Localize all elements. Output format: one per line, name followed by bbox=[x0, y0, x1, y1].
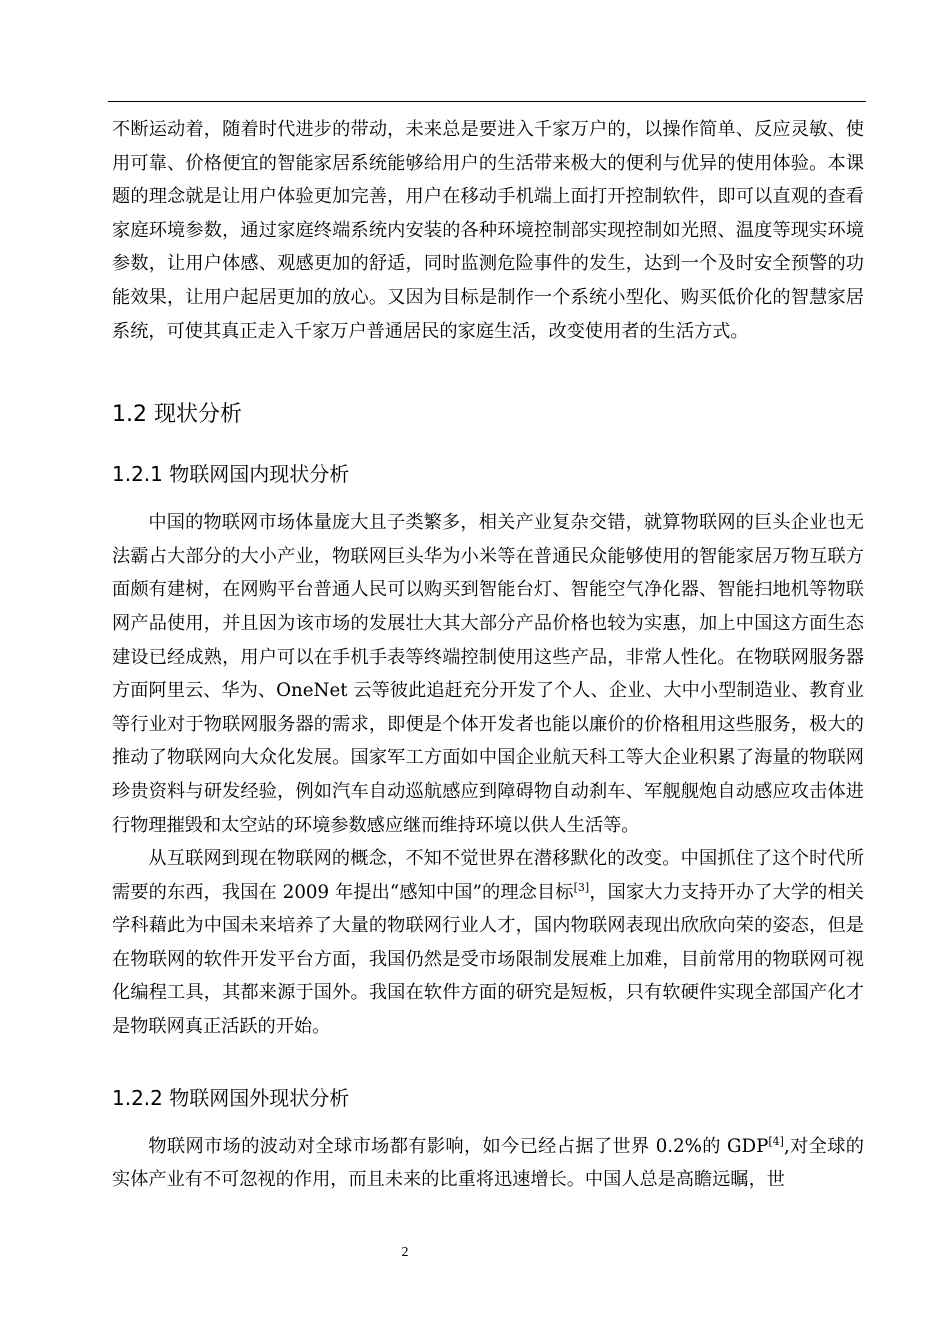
paragraph-domestic-2-text-a: 从互联网到现在物联网的概念，不知不觉世界在潜移默化的改变。中国抓住了这个时代所需要的东西，我国在 2009 年提出“感知中国”的理念目标 bbox=[112, 848, 864, 903]
heading-1-2-1: 1.2.1 物联网国内现状分析 bbox=[112, 462, 350, 487]
paragraph-foreign-1-text-a: 物联网市场的波动对全球市场都有影响，如今已经占据了世界 0.2%的 GDP bbox=[148, 1135, 769, 1157]
header-rule bbox=[108, 101, 866, 102]
page-content bbox=[112, 113, 864, 1197]
citation-ref-4: [4] bbox=[768, 1134, 784, 1148]
paragraph-domestic-1: 中国的物联网市场体量庞大且子类繁多，相关产业复杂交错，就算物联网的巨头企业也无法霸占大部分的大小产业，物联网巨头华为小米等在普通民众能够使用的智能家居万物互联方面颇有建树，在网购平台普通人民可以购买到智能台灯、智能空气净化器、智能扫地机等物联网产品使用，并且因为该市场的发展壮大其大部分产品价格也较为实惠，加上中国这方面生态建设已经成熟，用户可以在手机手表等终端控制使用这些产品，非常人性化。在物联网服务器方面阿里云、华为、OneNet 云等彼此追赶充分开发了个人、企业、大中小型制造业、教育业等行业对于物联网服务器的需求，即便是个体开发者也能以廉价的价格租用这些服务，极大的推动了物联网向大众化发展。国家军工方面如中国企业航天科工等大企业积累了海量的物联网珍贵资料与研发经验，例如汽车自动巡航感应到障碍物自动刹车、军舰舰炮自动感应攻击体进行物理摧毁和太空站的环境参数感应继而维持环境以供人生活等。 bbox=[112, 512, 864, 836]
paragraph-foreign-1 bbox=[112, 1130, 864, 1197]
paragraph-foreign-1-text-b: ,对全球的实体产业有不可忽视的作用，而且未来的比重将迅速增长。中国人总是高瞻远瞩，世 bbox=[112, 1135, 864, 1191]
heading-1-2: 1.2 现状分析 bbox=[112, 402, 242, 428]
paragraph-domestic-2 bbox=[112, 842, 864, 1044]
heading-1-2-2: 1.2.2 物联网国外现状分析 bbox=[112, 1085, 350, 1110]
paragraph-intro-continued: 不断运动着，随着时代进步的带动，未来总是要进入千家万户的，以操作简单、反应灵敏、使用可靠、价格便宜的智能家居系统能够给用户的生活带来极大的便利与优异的使用体验。本课题的理念就是让用户体验更加完善，用户在移动手机端上面打开控制软件，即可以直观的查看家庭环境参数，通过家庭终端系统内安装的各种环境控制部实现控制如光照、温度等现实环境参数，让用户体感、观感更加的舒适，同时监测危险事件的发生，达到一个及时安全预警的功能效果，让用户起居更加的放心。又因为目标是制作一个系统小型化、购买低价化的智慧家居系统，可使其真正走入千家万户普通居民的家庭生活，改变使用者的生活方式。 bbox=[112, 119, 864, 342]
paragraph-domestic-2-text-b: ，国家大力支持开办了大学的相关学科藉此为中国未来培养了大量的物联网行业人才，国内物联网表现出欣欣向荣的姿态，但是在物联网的软件开发平台方面，我国仍然是受市场限制发展难上加难，目前常用的物联网可视化编程工具，其都来源于国外。我国在软件方面的研究是短板，只有软硬件实现全部国产化才是物联网真正活跃的开始。 bbox=[112, 881, 864, 1038]
citation-ref-3: [3] bbox=[573, 880, 590, 894]
page-number: 2 bbox=[401, 1245, 409, 1260]
